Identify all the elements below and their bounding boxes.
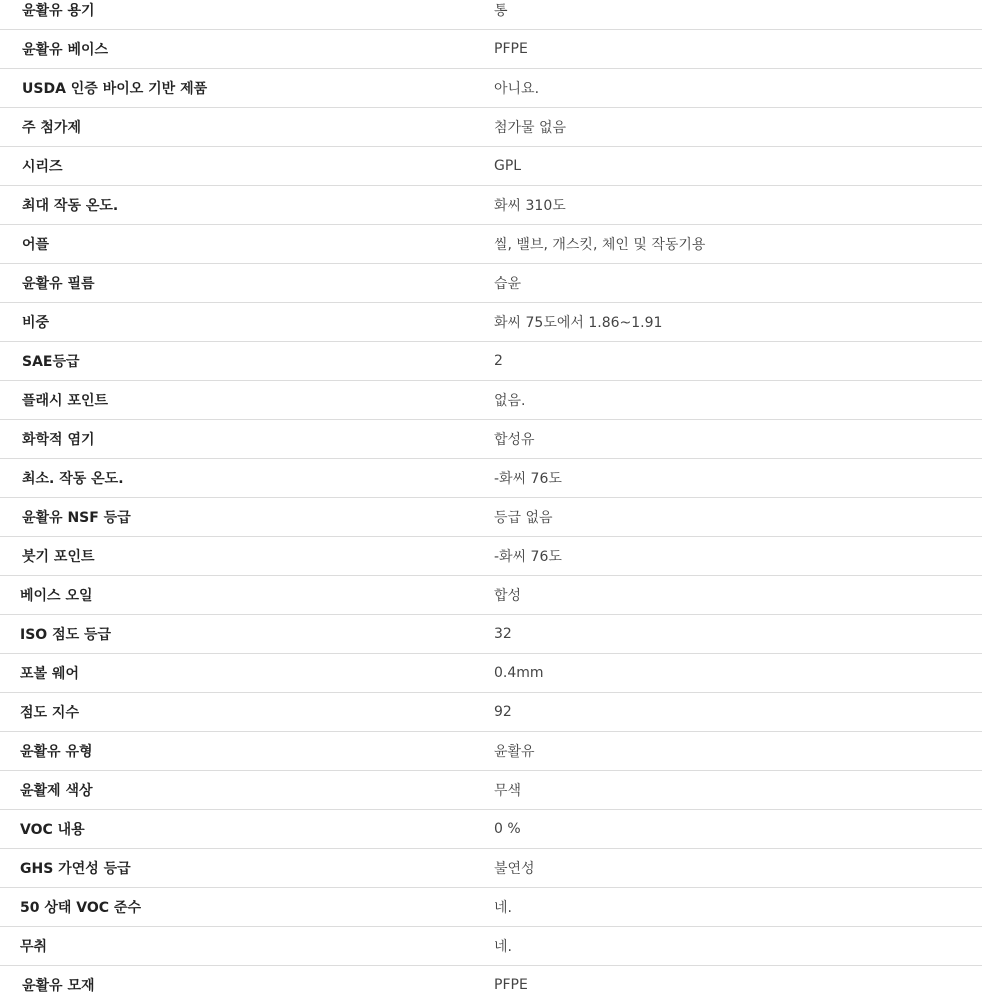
spec-label: 플래시 포인트 bbox=[22, 393, 109, 409]
spec-label: VOC 내용 bbox=[20, 822, 85, 838]
spec-label: 화학적 염기 bbox=[22, 432, 95, 448]
spec-value: 아니요. bbox=[494, 81, 540, 97]
spec-value: 화씨 75도에서 1.86~1.91 bbox=[494, 315, 663, 331]
spec-row bbox=[0, 381, 982, 420]
spec-value: PFPE bbox=[494, 41, 528, 57]
spec-label: 주 첨가제 bbox=[22, 120, 81, 136]
spec-value: 92 bbox=[494, 704, 512, 720]
spec-label: 윤활유 모재 bbox=[22, 978, 95, 994]
spec-value: -화씨 76도 bbox=[494, 471, 562, 487]
spec-row bbox=[0, 108, 982, 147]
spec-label: 점도 지수 bbox=[20, 705, 79, 721]
spec-row bbox=[0, 927, 982, 966]
spec-label: ISO 점도 등급 bbox=[20, 627, 112, 643]
spec-row bbox=[0, 264, 982, 303]
spec-row bbox=[0, 693, 982, 732]
spec-value: 습윤 bbox=[494, 276, 522, 292]
spec-row bbox=[0, 225, 982, 264]
spec-row bbox=[0, 537, 982, 576]
spec-row bbox=[0, 0, 982, 30]
spec-value: 등급 없음 bbox=[494, 510, 553, 526]
spec-row bbox=[0, 810, 982, 849]
spec-value: GPL bbox=[494, 158, 522, 174]
spec-value: 합성 bbox=[494, 588, 522, 604]
spec-value: 화씨 310도 bbox=[494, 198, 566, 214]
spec-label: 윤활유 유형 bbox=[20, 744, 93, 760]
spec-row bbox=[0, 303, 982, 342]
spec-label: 윤활제 색상 bbox=[20, 783, 93, 799]
spec-value: 네. bbox=[494, 939, 512, 955]
spec-row bbox=[0, 186, 982, 225]
spec-row bbox=[0, 888, 982, 927]
spec-row bbox=[0, 30, 982, 69]
spec-value: 무색 bbox=[494, 783, 522, 799]
spec-label: SAE등급 bbox=[22, 354, 80, 370]
spec-row bbox=[0, 147, 982, 186]
spec-value: 32 bbox=[494, 626, 512, 642]
spec-value: 네. bbox=[494, 900, 512, 916]
spec-row bbox=[0, 459, 982, 498]
spec-label: 베이스 오일 bbox=[20, 588, 93, 604]
spec-label: 최소. 작동 온도. bbox=[22, 471, 124, 487]
spec-row bbox=[0, 420, 982, 459]
spec-label: GHS 가연성 등급 bbox=[20, 861, 131, 877]
spec-label: 시리즈 bbox=[22, 159, 63, 175]
spec-row bbox=[0, 849, 982, 888]
spec-row bbox=[0, 342, 982, 381]
spec-label: 비중 bbox=[22, 315, 50, 331]
spec-label: 윤활유 필름 bbox=[22, 276, 95, 292]
spec-label: 윤활유 용기 bbox=[22, 3, 95, 19]
spec-value: 씰, 밸브, 개스킷, 체인 및 작동기용 bbox=[494, 237, 706, 253]
spec-value: 2 bbox=[494, 353, 503, 369]
spec-row bbox=[0, 576, 982, 615]
spec-value: 윤활유 bbox=[494, 744, 535, 760]
spec-value: 0 % bbox=[494, 821, 521, 837]
spec-row bbox=[0, 615, 982, 654]
spec-label: 50 상태 VOC 준수 bbox=[20, 900, 141, 916]
spec-label: 윤활유 베이스 bbox=[22, 42, 109, 58]
spec-row bbox=[0, 498, 982, 537]
spec-value: -화씨 76도 bbox=[494, 549, 562, 565]
spec-label: 무취 bbox=[20, 939, 48, 955]
spec-value: 통 bbox=[494, 3, 508, 19]
spec-value: 없음. bbox=[494, 393, 526, 409]
spec-row bbox=[0, 654, 982, 693]
spec-label: 포볼 웨어 bbox=[20, 666, 79, 682]
spec-label: 윤활유 NSF 등급 bbox=[22, 510, 131, 526]
spec-row bbox=[0, 732, 982, 771]
spec-row bbox=[0, 966, 982, 1004]
spec-row bbox=[0, 771, 982, 810]
spec-label: USDA 인증 바이오 기반 제품 bbox=[22, 81, 208, 97]
spec-label: 어플 bbox=[22, 237, 50, 253]
spec-label: 최대 작동 온도. bbox=[22, 198, 119, 214]
spec-value: 합성유 bbox=[494, 432, 535, 448]
spec-value: 첨가물 없음 bbox=[494, 120, 567, 136]
spec-label: 붓기 포인트 bbox=[22, 549, 95, 565]
spec-value: 0.4mm bbox=[494, 665, 544, 681]
spec-value: PFPE bbox=[494, 977, 528, 993]
spec-row bbox=[0, 69, 982, 108]
spec-value: 불연성 bbox=[494, 861, 535, 877]
